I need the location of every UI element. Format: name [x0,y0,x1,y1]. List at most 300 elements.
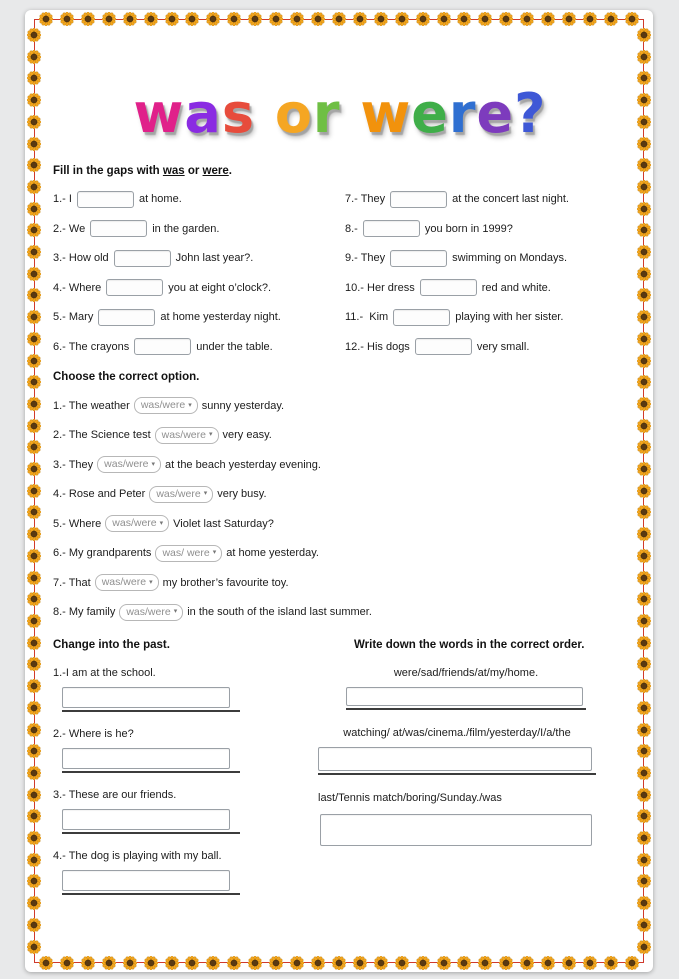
fill-gap-item [53,338,345,355]
gap-input[interactable] [390,191,447,208]
was-were-dropdown[interactable] [149,486,213,503]
title-letter: w [360,82,412,145]
sunflower-icon [144,12,158,26]
sunflower-icon [27,940,41,954]
question-text-post: at home. [138,193,182,206]
question-text-post: John last year?. [175,252,254,265]
sunflower-icon [637,267,651,281]
dropdown-caret-icon: ▾ [151,460,156,468]
question-text-pre: 7.- That [53,576,91,589]
sunflower-icon [637,831,651,845]
sunflower-icon [102,12,116,26]
sunflower-icon [27,744,41,758]
question-text-post: red and white. [481,281,551,294]
question-text-post: swimming on Mondays. [452,252,568,265]
sunflower-icon [625,956,639,970]
sunflower-icon [637,918,651,932]
question-text-pre: 9.- They [345,252,386,265]
heading-word-was: was [162,164,185,177]
was-were-dropdown[interactable] [155,545,222,562]
sunflower-icon [604,12,618,26]
sunflower-icon [353,956,367,970]
was-were-dropdown[interactable] [95,574,159,591]
sunflower-icon [604,956,618,970]
sunflower-icon [39,956,53,970]
sunflower-icon [637,896,651,910]
gap-input[interactable] [114,250,171,267]
answer-input[interactable] [346,687,583,706]
title-letter: e [411,82,449,145]
sunflower-icon [27,636,41,650]
question-text-post: my brother’s favourite toy. [162,576,289,589]
sunflower-icon [499,956,513,970]
sunflower-icon [353,12,367,26]
question-text-pre: 10.- Her dress [345,281,415,294]
fill-gap-item [53,191,345,208]
answer-input[interactable] [320,814,592,846]
sunflower-icon [637,310,651,324]
question-text-post: Violet last Saturday? [173,517,274,530]
title-letter: r [448,82,477,145]
sunflower-icon [27,874,41,888]
was-were-dropdown[interactable] [97,456,161,473]
change-past-item [53,728,318,773]
dropdown-value: was/were [104,458,149,471]
question-prompt: 2.- Where is he? [53,727,134,740]
sunflower-icon [27,484,41,498]
answer-line [62,809,240,834]
sunflower-icon [27,657,41,671]
sunflower-icon [637,419,651,433]
sunflower-icon [562,12,576,26]
change-past-heading: Change into the past. [53,638,170,651]
sunflower-icon [637,744,651,758]
sunflower-icon [27,28,41,42]
sunflower-icon [311,956,325,970]
sunflower-icon [27,50,41,64]
sunflower-icon [637,853,651,867]
answer-input[interactable] [318,747,592,771]
answer-line [318,747,596,775]
question-text-pre: 11.- Kim [345,311,389,324]
sunflower-icon [27,592,41,606]
fill-gap-item [53,220,345,237]
bottom-section [53,639,627,911]
sunflower-icon [123,956,137,970]
sunflower-icon [332,12,346,26]
sunflower-icon [27,332,41,346]
sunflower-icon [27,288,41,302]
sunflower-icon [27,397,41,411]
sunflower-icon [541,12,555,26]
question-text-post: at the concert last night. [452,193,569,206]
sunflower-icon [27,375,41,389]
fill-gaps-grid [53,191,627,356]
title-letter: e [476,82,515,145]
answer-line [62,687,240,712]
title-letter: s [221,82,255,145]
sunflower-icon [27,853,41,867]
sunflower-icon [637,679,651,693]
sunflower-icon [437,12,451,26]
sunflower-icon [27,115,41,129]
sunflower-icon [27,223,41,237]
question-text-pre: 4.- Where [53,281,102,294]
was-were-dropdown[interactable] [119,604,183,621]
sunflower-icon [583,12,597,26]
dropdown-value: was/were [126,605,171,618]
sunflower-icon [27,462,41,476]
question-text-pre: 1.- The weather [53,399,130,412]
question-text-post: you at eight o’clock?. [168,281,272,294]
sunflower-icon [27,549,41,563]
worksheet-page [25,10,653,972]
dropdown-value: was/were [140,399,186,412]
sunflower-icon [27,788,41,802]
gap-input[interactable] [415,338,472,355]
question-text-pre: 12.- His dogs [345,340,410,353]
sunflower-icon [206,12,220,26]
flower-border-right [637,28,651,954]
title-letter: w [133,82,185,145]
gap-input[interactable] [106,279,163,296]
sunflower-icon [27,93,41,107]
dropdown-value: was/were [161,428,206,441]
dropdown-caret-icon: ▾ [212,549,217,557]
sunflower-icon [165,12,179,26]
question-text-post: at home yesterday. [226,547,319,560]
sunflower-icon [248,956,262,970]
dropdown-value: was/were [101,576,147,589]
sunflower-icon [541,956,555,970]
choose-option-item [53,604,627,621]
question-text-pre: 8.- My family [53,606,116,619]
sunflower-icon [520,956,534,970]
sunflower-icon [27,571,41,585]
sunflower-icon [27,180,41,194]
answer-input[interactable] [62,809,230,830]
question-text-pre: 2.- We [53,222,86,235]
sunflower-icon [416,12,430,26]
sunflower-icon [637,50,651,64]
answer-input[interactable] [62,748,230,769]
sunflower-icon [311,12,325,26]
sunflower-icon [27,723,41,737]
sunflower-icon [206,956,220,970]
answer-input[interactable] [62,870,230,891]
word-order-column [318,639,627,911]
fill-gap-item [53,309,345,326]
answer-line [320,814,592,846]
sunflower-icon [637,940,651,954]
sunflower-icon [27,527,41,541]
sunflower-icon [637,115,651,129]
sunflower-icon [637,462,651,476]
choose-option-item [53,515,627,532]
sunflower-icon [637,657,651,671]
sunflower-icon [227,956,241,970]
question-prompt: 3.- These are our friends. [53,788,177,801]
sunflower-icon [637,701,651,715]
heading-text: Fill in the gaps with [53,164,163,177]
sunflower-icon [27,267,41,281]
sunflower-icon [185,956,199,970]
sunflower-icon [499,12,513,26]
page-title [53,82,627,145]
fill-gap-item [345,191,627,208]
sunflower-icon [625,12,639,26]
sunflower-icon [637,874,651,888]
sunflower-icon [27,505,41,519]
gap-input[interactable] [77,191,134,208]
question-text-pre: 5.- Where [53,517,102,530]
question-text-pre: 5.- Mary [53,311,94,324]
sunflower-icon [637,592,651,606]
gap-input[interactable] [90,220,147,237]
sunflower-icon [478,12,492,26]
sunflower-icon [27,766,41,780]
sunflower-icon [637,527,651,541]
dropdown-caret-icon: ▾ [173,608,178,616]
choose-option-list [53,397,627,621]
sunflower-icon [637,440,651,454]
question-text-pre: 8.- [345,222,358,235]
sunflower-icon [637,28,651,42]
sunflower-icon [637,723,651,737]
sunflower-icon [374,956,388,970]
sunflower-icon [27,419,41,433]
heading-text: or [184,164,203,177]
fill-gap-item [345,279,627,296]
sunflower-icon [27,310,41,324]
sunflower-icon [27,137,41,151]
question-text-post: very busy. [217,488,267,501]
sunflower-icon [637,288,651,302]
question-text-pre: 4.- Rose and Peter [53,488,146,501]
sunflower-icon [39,12,53,26]
choose-option-item [53,427,627,444]
flower-border-top [39,12,639,26]
sunflower-icon [290,956,304,970]
sunflower-icon [27,71,41,85]
gap-input[interactable] [393,309,450,326]
sunflower-icon [637,158,651,172]
sunflower-icon [457,12,471,26]
question-text-post: very easy. [222,429,272,442]
was-were-dropdown[interactable] [134,397,198,414]
sunflower-icon [27,245,41,259]
question-text-post: sunny yesterday. [201,399,285,412]
sunflower-icon [637,636,651,650]
title-letter: r [312,82,341,145]
change-past-item [53,789,318,834]
sunflower-icon [637,71,651,85]
sunflower-icon [27,679,41,693]
title-letter [341,82,361,145]
choose-option-item [53,456,627,473]
question-text-pre: 7.- They [345,193,386,206]
sunflower-icon [637,614,651,628]
dropdown-value: was/were [112,517,157,530]
choose-option-heading: Choose the correct option. [53,371,200,384]
dropdown-caret-icon: ▾ [149,578,153,586]
gap-input[interactable] [98,309,155,326]
was-were-dropdown[interactable] [105,515,169,532]
sunflower-icon [637,137,651,151]
dropdown-caret-icon: ▾ [203,490,208,498]
sunflower-icon [395,956,409,970]
sunflower-icon [637,788,651,802]
sunflower-icon [562,956,576,970]
sunflower-icon [185,12,199,26]
question-text-pre: 6.- My grandparents [53,547,152,560]
sunflower-icon [457,956,471,970]
sunflower-icon [637,180,651,194]
word-order-item [318,792,627,846]
question-text-post: at the beach yesterday evening. [165,458,321,471]
heading-text: . [228,164,232,177]
sunflower-icon [81,12,95,26]
sunflower-icon [520,12,534,26]
sunflower-icon [269,12,283,26]
title-letter: ? [514,82,547,145]
answer-line [346,687,586,710]
gap-input[interactable] [420,279,477,296]
sunflower-icon [144,956,158,970]
gap-input[interactable] [134,338,191,355]
fill-gaps-heading [53,165,627,177]
choose-option-item [53,397,627,414]
choose-option-item [53,545,627,562]
sunflower-icon [637,375,651,389]
sunflower-icon [27,896,41,910]
sunflower-icon [637,245,651,259]
sunflower-icon [637,571,651,585]
question-prompt: 1.-I am at the school. [53,666,156,679]
fill-gap-item [345,309,627,326]
title-letter [255,82,275,145]
sunflower-icon [637,397,651,411]
fill-gap-item [345,220,627,237]
sunflower-icon [374,12,388,26]
sunflower-icon [395,12,409,26]
sunflower-icon [269,956,283,970]
sunflower-icon [60,956,74,970]
fill-gap-item [53,279,345,296]
sunflower-icon [27,202,41,216]
answer-line [62,870,240,895]
question-text-pre: 2.- The Science test [53,429,151,442]
question-text-pre: 3.- They [53,458,94,471]
sunflower-icon [332,956,346,970]
sunflower-icon [165,956,179,970]
question-prompt: last/Tennis match/boring/Sunday./was [318,791,502,804]
sunflower-icon [27,614,41,628]
sunflower-icon [60,12,74,26]
sunflower-icon [637,505,651,519]
gap-input[interactable] [363,220,420,237]
question-text-post: in the garden. [152,222,220,235]
dropdown-caret-icon: ▾ [208,431,213,439]
flower-border-left [27,28,41,954]
change-past-item [53,850,318,895]
sunflower-icon [416,956,430,970]
dropdown-caret-icon: ▾ [159,519,164,527]
sunflower-icon [81,956,95,970]
dropdown-value: was/were [156,487,201,500]
title-letter: o [274,82,313,145]
sunflower-icon [637,549,651,563]
change-past-item [53,667,318,712]
sunflower-icon [637,766,651,780]
fill-gap-item [345,250,627,267]
question-text-post: playing with her sister. [455,311,564,324]
sunflower-icon [227,12,241,26]
question-text-post: in the south of the island last summer. [187,606,372,619]
dropdown-caret-icon: ▾ [188,401,192,409]
question-text-pre: 3.- How old [53,252,109,265]
change-past-column [53,639,318,911]
question-prompt: were/sad/friends/at/my/home. [393,666,539,679]
dropdown-value: was/ were [162,546,210,559]
question-text-pre: 1.- I [53,193,72,206]
sunflower-icon [637,93,651,107]
answer-line [62,748,240,773]
sunflower-icon [290,12,304,26]
sunflower-icon [102,956,116,970]
sunflower-icon [637,484,651,498]
title-letter: a [184,82,222,145]
gap-input[interactable] [390,250,447,267]
word-order-item [318,727,627,775]
heading-word-were: were [202,164,229,177]
word-order-heading: Write down the words in the correct order. [354,638,585,651]
question-text-post: very small. [476,340,530,353]
question-prompt: watching/ at/was/cinema./film/yesterday/I/a/the [343,726,571,739]
question-text-post: you born in 1999? [424,222,513,235]
sunflower-icon [27,809,41,823]
sunflower-icon [27,158,41,172]
sunflower-icon [478,956,492,970]
choose-option-item [53,486,627,503]
question-text-pre: 6.- The crayons [53,340,130,353]
sunflower-icon [27,354,41,368]
word-order-item [318,667,627,710]
flower-border-bottom [39,956,639,970]
sunflower-icon [27,918,41,932]
sunflower-icon [637,202,651,216]
sunflower-icon [27,701,41,715]
sunflower-icon [637,332,651,346]
sunflower-icon [437,956,451,970]
sunflower-icon [583,956,597,970]
fill-gap-item [345,338,627,355]
question-text-post: at home yesterday night. [160,311,281,324]
sunflower-icon [27,440,41,454]
question-prompt: 4.- The dog is playing with my ball. [53,849,222,862]
sunflower-icon [123,12,137,26]
answer-input[interactable] [62,687,230,708]
sunflower-icon [248,12,262,26]
was-were-dropdown[interactable] [155,427,219,444]
sunflower-icon [637,223,651,237]
question-text-post: under the table. [196,340,273,353]
sunflower-icon [637,354,651,368]
sunflower-icon [637,809,651,823]
worksheet-content [25,10,653,911]
choose-option-item [53,574,627,591]
fill-gap-item [53,250,345,267]
